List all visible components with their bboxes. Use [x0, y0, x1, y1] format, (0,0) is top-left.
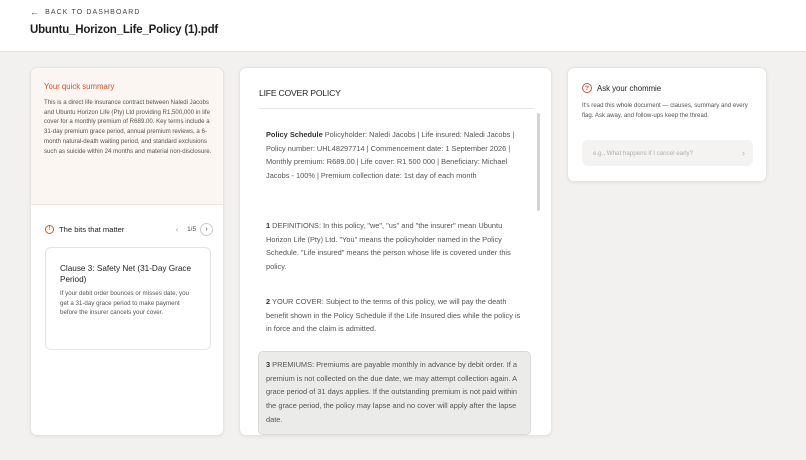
arrow-left-icon: ← — [30, 7, 41, 17]
send-icon[interactable]: › — [742, 148, 745, 158]
premiums-paragraph — [266, 358, 524, 427]
policy-title: LIFE COVER POLICY — [259, 88, 341, 98]
bits-title: The bits that matter — [59, 224, 125, 234]
your-cover-paragraph — [266, 295, 524, 336]
ask-panel — [567, 67, 767, 182]
back-label: BACK TO DASHBOARD — [45, 8, 141, 16]
document-viewer[interactable] — [239, 67, 552, 436]
ask-description: It's read this whole document — clauses, summary and every flag. Ask away, and follow-ups keep the thread. — [582, 102, 748, 119]
chevron-right-icon[interactable]: › — [200, 223, 213, 236]
policy-schedule-paragraph — [266, 128, 524, 183]
back-to-dashboard-link[interactable] — [30, 7, 141, 17]
scrollbar[interactable] — [537, 113, 540, 211]
ask-header — [582, 83, 661, 93]
clause-card[interactable] — [45, 247, 211, 350]
question-icon: ? — [582, 83, 592, 93]
clause-title: Clause 3: Safety Net (31-Day Grace Period) — [60, 264, 192, 284]
ask-input[interactable] — [593, 150, 742, 157]
clause-text: If your debit order bounces or misses date, you get a 31-day grace period to make payment before the insurer cancels your cover. — [60, 290, 189, 317]
warning-icon: ! — [45, 225, 54, 234]
definitions-paragraph — [266, 219, 524, 274]
your-cover-text: YOUR COVER: Subject to the terms of this policy, we will pay the death benefit shown in the Policy Schedule if the Life Insured dies while the policy is in force and the claim is admitted. — [266, 297, 521, 334]
summary-title: Your quick summary — [44, 82, 115, 91]
bits-header — [45, 222, 213, 236]
schedule-text: Policyholder: Naledi Jacobs | Life insured: Naledi Jacobs | Policy number: UHL48297714 | Commencement date: 1 September 2026 | Monthly premium: R689.00 | Life cover: R1 500 000 | Beneficiary: Michael Jacobs - 100% | Premium collection date: 1st day of each month — [266, 130, 515, 181]
clause-number: 1 — [266, 221, 271, 230]
quick-summary — [31, 68, 224, 205]
clause-number: 2 — [266, 297, 271, 306]
summary-text: This is a direct life insurance contract between Naledi Jacobs and Ubuntu Horizon Life (Pty) Ltd providing R1,500,000 in life cover for a monthly premium of R689.00. Key terms include a 31-day premium grace period, annual premium reviews, a 6-month natural-death waiting period, and standard exclusions such as suicide within 24 months and material non-disclosure. — [44, 99, 212, 155]
ask-input-box — [582, 140, 753, 166]
summary-panel — [30, 67, 224, 436]
clause-number: 3 — [266, 360, 271, 369]
pager-count: 1/5 — [187, 225, 196, 233]
definitions-text: DEFINITIONS: In this policy, "we", "us" and "the insurer" mean Ubuntu Horizon Life (Pty) Ltd. "You" means the policyholder named in the Policy Schedule. "Life insured" means the person whose life is covered under this policy. — [266, 221, 511, 272]
divider — [259, 108, 534, 109]
ask-title: Ask your chommie — [597, 83, 662, 93]
schedule-label: Policy Schedule — [266, 130, 323, 139]
chevron-left-icon[interactable]: ‹ — [175, 224, 179, 234]
top-bar — [0, 0, 806, 52]
document-title: Ubuntu_Horizon_Life_Policy (1).pdf — [30, 24, 219, 36]
bits-pager — [171, 223, 213, 236]
premiums-text: PREMIUMS: Premiums are payable monthly in advance by debit order. If a premium is not collected on the due date, we may attempt collection again. A grace period of 31 days applies. If the outstanding premium is not paid within the grace period, the policy may lapse and no cover will apply after the lapse date. — [266, 360, 518, 424]
